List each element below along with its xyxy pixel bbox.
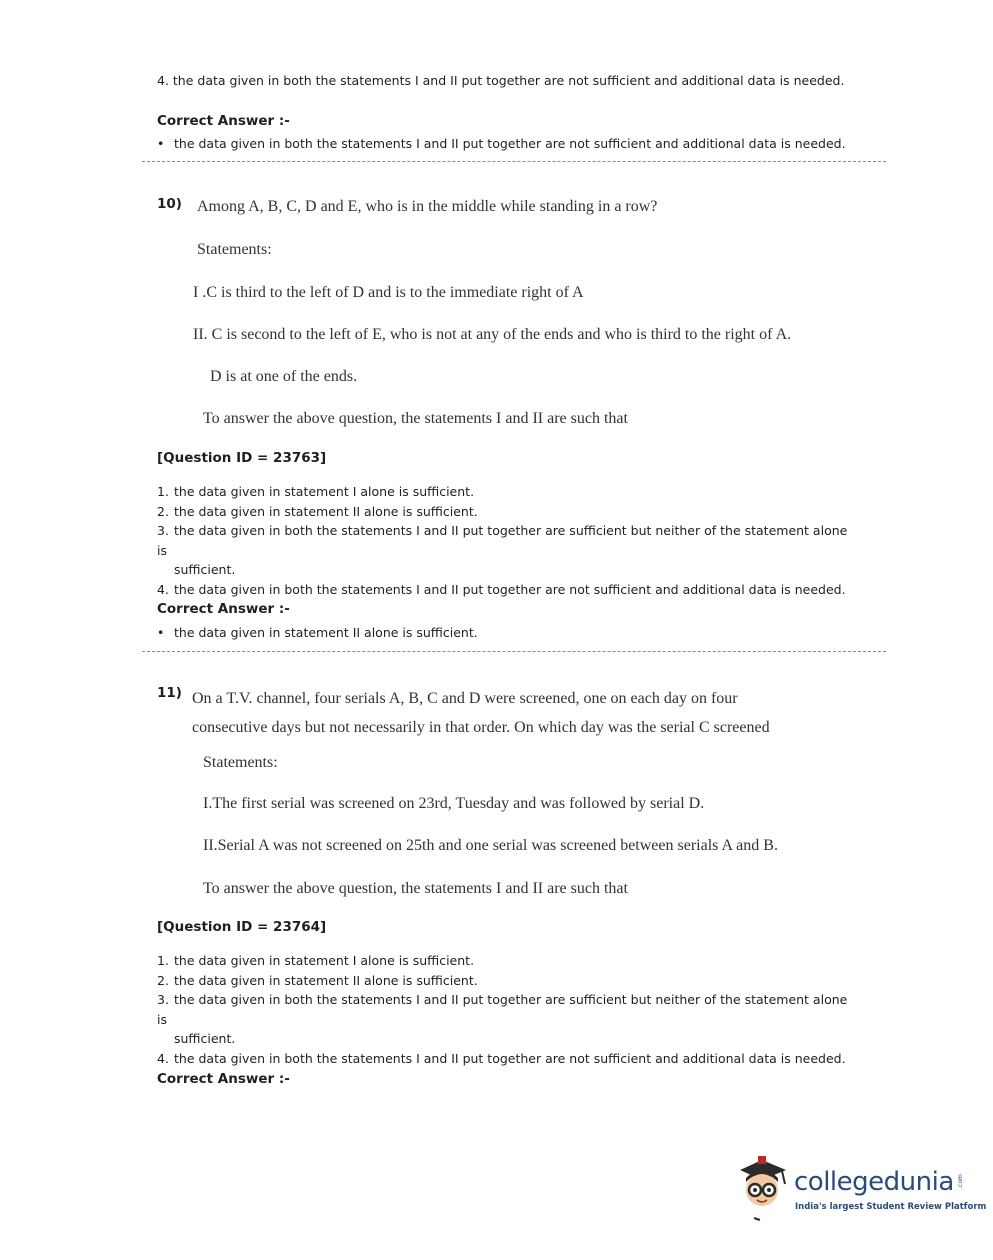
option-3: 3. the data given in both the statements I and II put together are sufficient but neither of the statement alone is sufficient. [157, 523, 848, 577]
correct-answer-text: the data given in both the statements I and II put together are not sufficient and additional data is needed. [174, 136, 846, 151]
option-1: 1. the data given in statement I alone is sufficient. [157, 953, 475, 968]
statement-2: II.Serial A was not screened on 25th and one serial was screened between serials A and B. [203, 837, 778, 854]
question-id: [Question ID = 23764] [157, 919, 327, 935]
bullet-icon: • [157, 136, 165, 151]
question-text-line-2: consecutive days but not necessarily in that order. On which day was the serial C screened [192, 719, 770, 736]
correct-answer-label: Correct Answer :- [157, 113, 290, 129]
statement-2: II. C is second to the left of E, who is not at any of the ends and who is third to the right of A. [193, 326, 792, 343]
option-2: 2. the data given in statement II alone is sufficient. [157, 972, 478, 988]
question-prompt: To answer the above question, the statements I and II are such that [203, 880, 628, 897]
correct-answer-label: Correct Answer :- [157, 601, 290, 617]
question-number: 10) [157, 196, 182, 212]
option-4: 4. the data given in both the statements I and II put together are not sufficient and additional data is needed. [157, 581, 846, 597]
options-list [157, 951, 857, 1068]
section-divider [142, 161, 886, 162]
option-2: 2. the data given in statement II alone is sufficient. [157, 503, 478, 519]
correct-answer-item [157, 136, 846, 151]
question-text-line-1: On a T.V. channel, four serials A, B, C and D were screened, one on each day on four [192, 690, 738, 707]
question-prompt: To answer the above question, the statements I and II are such that [203, 410, 628, 427]
statements-label: Statements: [197, 241, 272, 258]
question-id: [Question ID = 23763] [157, 450, 327, 466]
statement-1: I.The first serial was screened on 23rd, Tuesday and was followed by serial D. [203, 795, 705, 812]
section-divider [142, 651, 886, 652]
logo-tagline: India's largest Student Review Platform [795, 1202, 987, 1212]
statement-1: I .C is third to the left of D and is to the immediate right of A [193, 284, 584, 301]
question-number: 11) [157, 685, 182, 701]
prev-option-4: 4. the data given in both the statements I and II put together are not sufficient and additional data is needed. [157, 73, 845, 88]
logo-suffix: .com [956, 1174, 964, 1189]
option-4: 4. the data given in both the statements I and II put together are not sufficient and additional data is needed. [157, 1050, 846, 1066]
options-list [157, 482, 857, 599]
correct-answer-item [157, 625, 478, 640]
statement-2-cont: D is at one of the ends. [210, 368, 358, 385]
logo-wordmark: collegedunia [794, 1167, 954, 1197]
bullet-icon: • [157, 625, 165, 640]
option-3: 3. the data given in both the statements I and II put together are sufficient but neither of the statement alone is sufficient. [157, 992, 848, 1046]
statements-label: Statements: [203, 754, 278, 771]
correct-answer-text: the data given in statement II alone is sufficient. [174, 625, 478, 640]
correct-answer-label: Correct Answer :- [157, 1071, 290, 1087]
question-text: Among A, B, C, D and E, who is in the middle while standing in a row? [197, 198, 658, 215]
option-1: 1. the data given in statement I alone is sufficient. [157, 484, 475, 499]
